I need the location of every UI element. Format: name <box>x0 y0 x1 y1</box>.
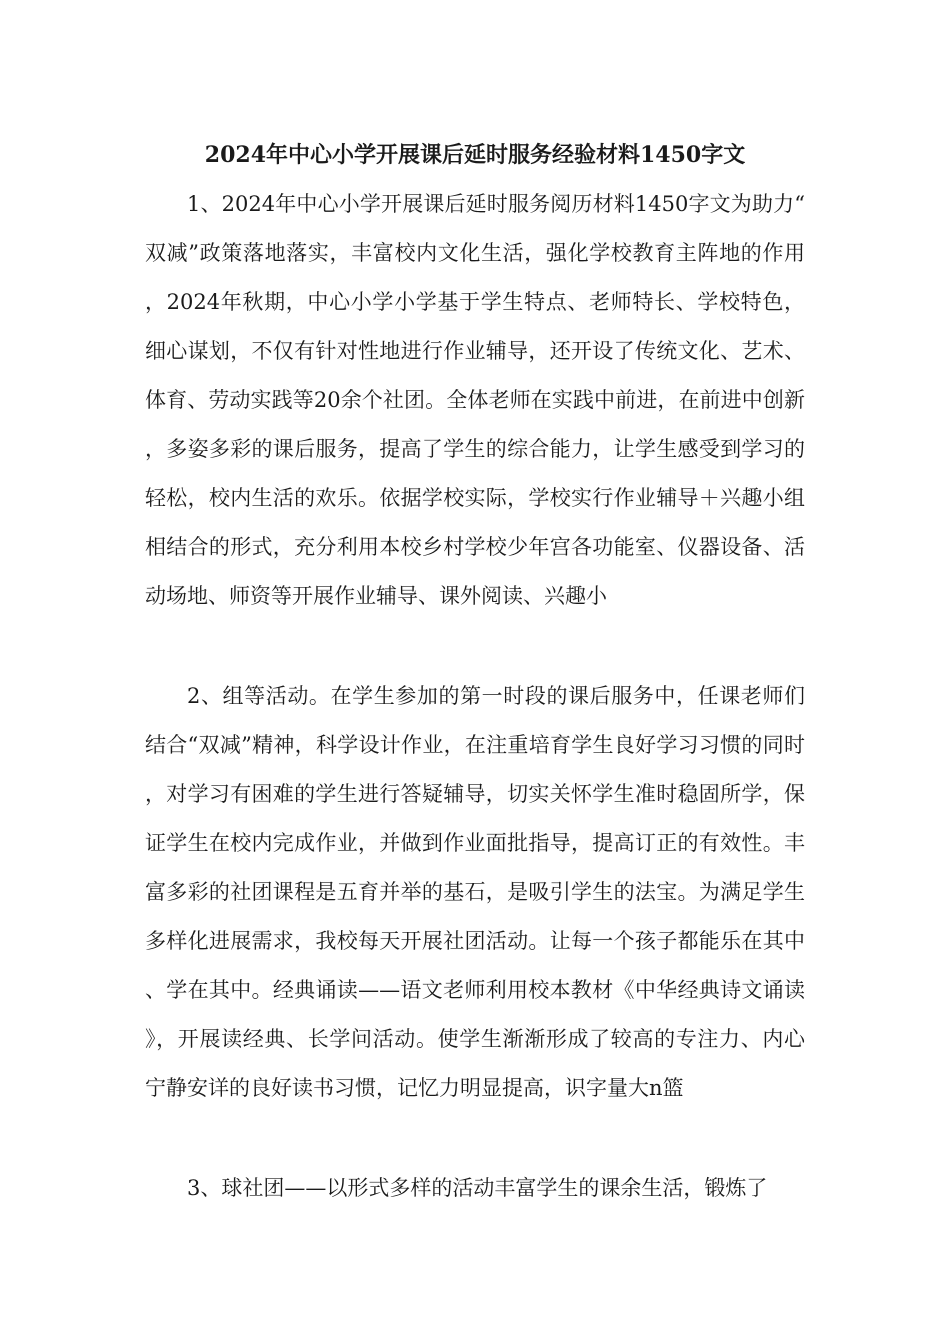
paragraph-3: 3、球社团——以形式多样的活动丰富学生的课余生活，锻炼了 <box>187 1176 768 1200</box>
paragraph-1: 1、2024年中心小学开展课后延时服务阅历材料1450字文为助力“双减”政策落地落实，丰富校内文化生活，强化学校教育主阵地的作用，2024年秋期，中心小学小学基于学生特点、老师特长、学校特色，细心谋划，不仅有针对性地进行作业辅导，还开设了传统文化、艺术、体育、劳动实践等20余个社团。全体老师在实践中前进，在前进中创新，多姿多彩的课后服务，提高了学生的综合能力，让学生感受到学习的轻松，校内生活的欢乐。依据学校实际，学校实行作业辅导＋兴趣小组相结合的形式，充分利用本校乡村学校少年宫各功能室、仪器设备、活动场地、师资等开展作业辅导、课外阅读、兴趣小 <box>145 192 805 608</box>
paragraph-2: 2、组等活动。在学生参加的第一时段的课后服务中，任课老师们结合“双减”精神，科学设计作业，在注重培育学生良好学习习惯的同时，对学习有困难的学生进行答疑辅导，切实关怀学生准时稳固所学，保证学生在校内完成作业，并做到作业面批指导，提高订正的有效性。丰富多彩的社团课程是五育并举的基石，是吸引学生的法宝。为满足学生多样化进展需求，我校每天开展社团活动。让每一个孩子都能乐在其中、学在其中。经典诵读——语文老师利用校本教材《中华经典诗文诵读》，开展读经典、长学问活动。使学生渐渐形成了较高的专注力、内心宁静安详的良好读书习惯，记忆力明显提高，识字量大n篮 <box>145 684 805 1100</box>
document-title: 2024年中心小学开展课后延时服务经验材料1450字文 <box>204 142 746 168</box>
